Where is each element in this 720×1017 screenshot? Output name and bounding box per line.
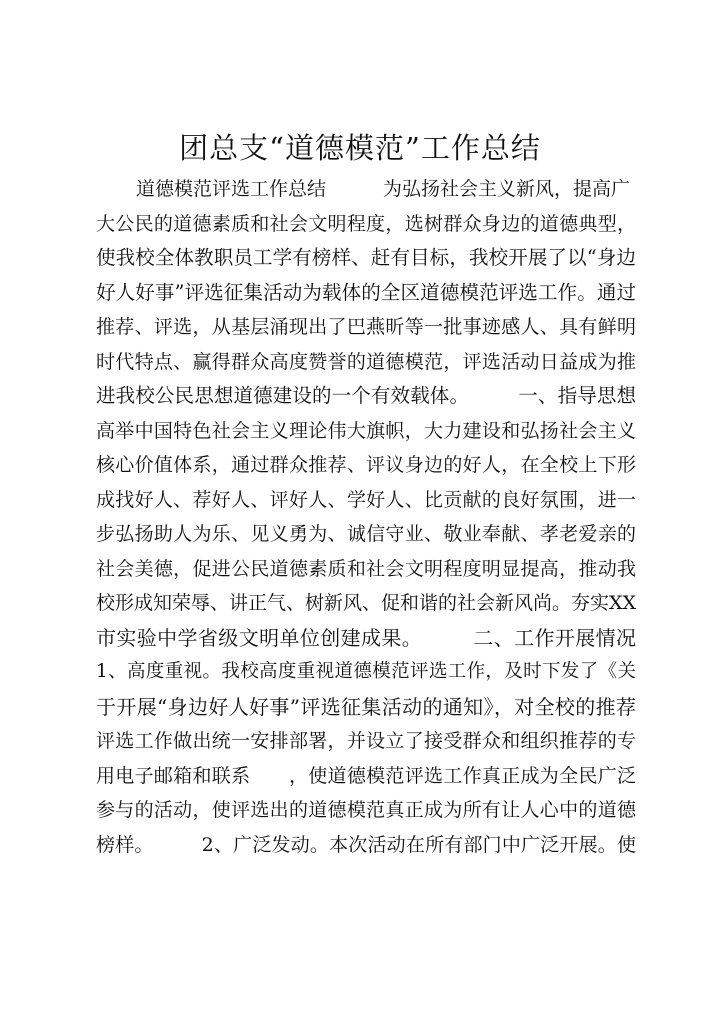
body-line: 核心价值体系，通过群众推荐、评议身边的好人，在全校上下形 [96,454,636,476]
body-line: 高举中国特色社会主义理论伟大旗帜，大力建设和弘扬社会主义 [96,419,636,442]
body-line: 榜样。 2、广泛发动。本次活动在所有部门中广泛开展。使 [96,833,636,856]
body-line: 推荐、评选，从基层涌现出了巴燕昕等一批事迹感人、具有鲜明 [96,316,636,338]
body-line: 参与的活动，使评选出的道德模范真正成为所有让人心中的道德 [96,799,636,821]
body-line: 好人好事”评选征集活动为载体的全区道德模范评选工作。通过 [96,280,636,304]
body-line: 用电子邮箱和联系 ，使道德模范评选工作真正成为全民广泛 [96,764,636,787]
body-line: 进我校公民思想道德建设的一个有效载体。 一、指导思想 [96,384,636,407]
body-line: 社会美德，促进公民道德素质和社会文明程度明显提高，推动我 [96,557,636,580]
body-line: 校形成知荣辱、讲正气、树新风、促和谐的社会新风尚。夯实XX [96,592,636,614]
body-line: 使我校全体教职员工学有榜样、赶有目标，我校开展了以“身边 [96,246,636,269]
body-line: 时代特点、赢得群众高度赞誉的道德模范，评选活动日益成为推 [96,350,636,373]
body-line: 评选工作做出统一安排部署，并设立了接受群众和组织推荐的专 [96,730,636,752]
body-line: 市实验中学省级文明单位创建成果。 二、工作开展情况 [96,625,636,650]
body-line: 步弘扬助人为乐、见义勇为、诚信守业、敬业奉献、孝老爱亲的 [96,523,636,545]
body-line: 1、高度重视。我校高度重视道德模范评选工作，及时下发了《关 [96,661,636,682]
body-line: 道德模范评选工作总结 为弘扬社会主义新风，提高广 [136,178,631,200]
body-line: 成找好人、荐好人、评好人、学好人、比贡献的良好氛围，进一 [96,488,636,511]
body-line: 大公民的道德素质和社会文明程度，选树群众身边的道德典型， [96,212,636,235]
document-title: 团总支“道德模范”工作总结 [179,131,541,165]
body-line: 于开展“身边好人好事”评选征集活动的通知》，对全校的推荐 [96,694,636,719]
document-body [96,172,636,862]
